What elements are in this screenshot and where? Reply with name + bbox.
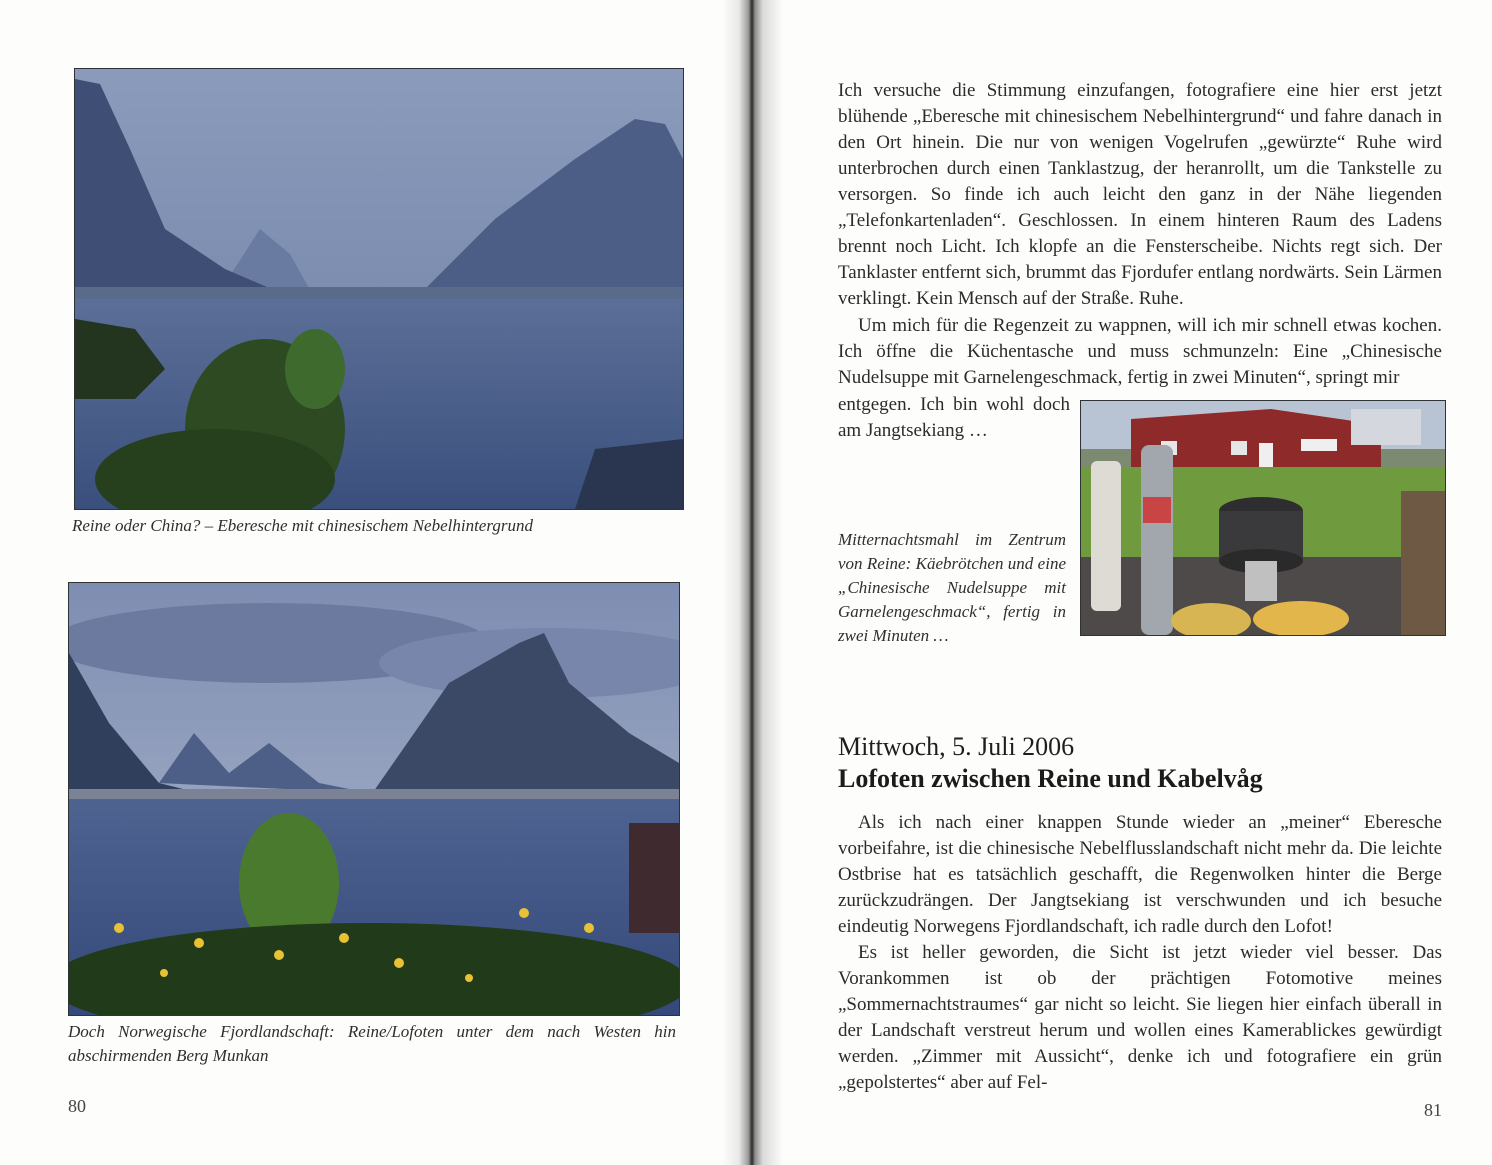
midnight-meal-image	[1081, 401, 1445, 635]
misty-fjord-image	[75, 69, 683, 509]
photo-midnight-meal	[1080, 400, 1446, 636]
photo1-caption: Reine oder China? – Eberesche mit chinesischem Nebelhintergrund	[72, 516, 533, 535]
book-gutter	[722, 0, 782, 1165]
paragraph-4: Es ist heller geworden, die Sicht ist jetzt wieder viel besser. Das Vorankommen ist ob der prächtigen Fotomotive meines „Sommernachtstraumes“ gar nicht so leicht. Sie liegen hier einfach überall in der Landschaft verstreut herum und wollen eines Kamerablickes gewürdigt werden. „Zimmer mit Aussicht“, denke ich und fotografiere ein grün „gepolstertes“ aber auf Fel-	[838, 942, 1442, 1093]
photo-misty-fjord	[74, 68, 684, 510]
paragraph-2-continued: entgegen. Ich bin wohl doch am Jangtsekiang …	[838, 394, 1070, 441]
paragraph-1: Ich versuche die Stimmung einzufangen, fotografiere eine hier erst jetzt blühende „Eberesche mit chinesischem Nebelhintergrund“ und fahre danach in den Ort hinein. Die nur von wenigen Vogelrufen „gewürzte“ Ruhe wird unterbrochen durch einen Tanklastzug, der heranrollt, um die Tankstelle zu versorgen. So finde ich auch leicht den ganz in der Nähe liegenden „Telefonkartenladen“. Geschlossen. In einem hinteren Raum des Ladens brennt noch Licht. Ich klopfe an die Fensterscheibe. Nichts regt sich. Der Tanklaster entfernt sich, brummt das Fjordufer entlang nordwärts. Sein Lärmen verklingt. Kein Mensch auf der Straße. Ruhe.	[838, 80, 1442, 309]
page-number-left: 80	[68, 1096, 86, 1116]
paragraph-3: Als ich nach einer knappen Stunde wieder an „meiner“ Eberesche vorbeifahre, ist die chinesische Nebelflusslandschaft nicht mehr da. Die leichte Ostbrise hat es tatsächlich geschafft, die Regenwolken hinter die Berge zurückzudrängen. Der Jangtsekiang ist verschwunden und ich besuche eindeutig Norwegens Fjordlandschaft, ich radle durch den Lofot!	[838, 812, 1442, 937]
photo3-caption: Mitternachtsmahl im Zentrum von Reine: Käebrötchen und eine „Chinesische Nudelsuppe mit Garnelengeschmack“, fertig in zwei Minuten …	[838, 530, 1066, 645]
paragraph-2: Um mich für die Regenzeit zu wappnen, will ich mir schnell etwas kochen. Ich öffne die Küchentasche und muss schmunzeln: Eine „Chinesische Nudelsuppe mit Garnelengeschmack, fertig in zwei Minuten“, springt mir	[838, 315, 1442, 388]
page-number-right: 81	[1424, 1100, 1442, 1120]
section-heading: Lofoten zwischen Reine und Kabelvåg	[838, 764, 1263, 793]
reine-lofoten-image	[69, 583, 679, 1015]
photo-reine-lofoten	[68, 582, 680, 1016]
photo2-caption: Doch Norwegische Fjordlandschaft: Reine/Lofoten unter dem nach Westen hin abschirmenden Berg Munkan	[68, 1022, 676, 1065]
date-heading: Mittwoch, 5. Juli 2006	[838, 732, 1075, 761]
